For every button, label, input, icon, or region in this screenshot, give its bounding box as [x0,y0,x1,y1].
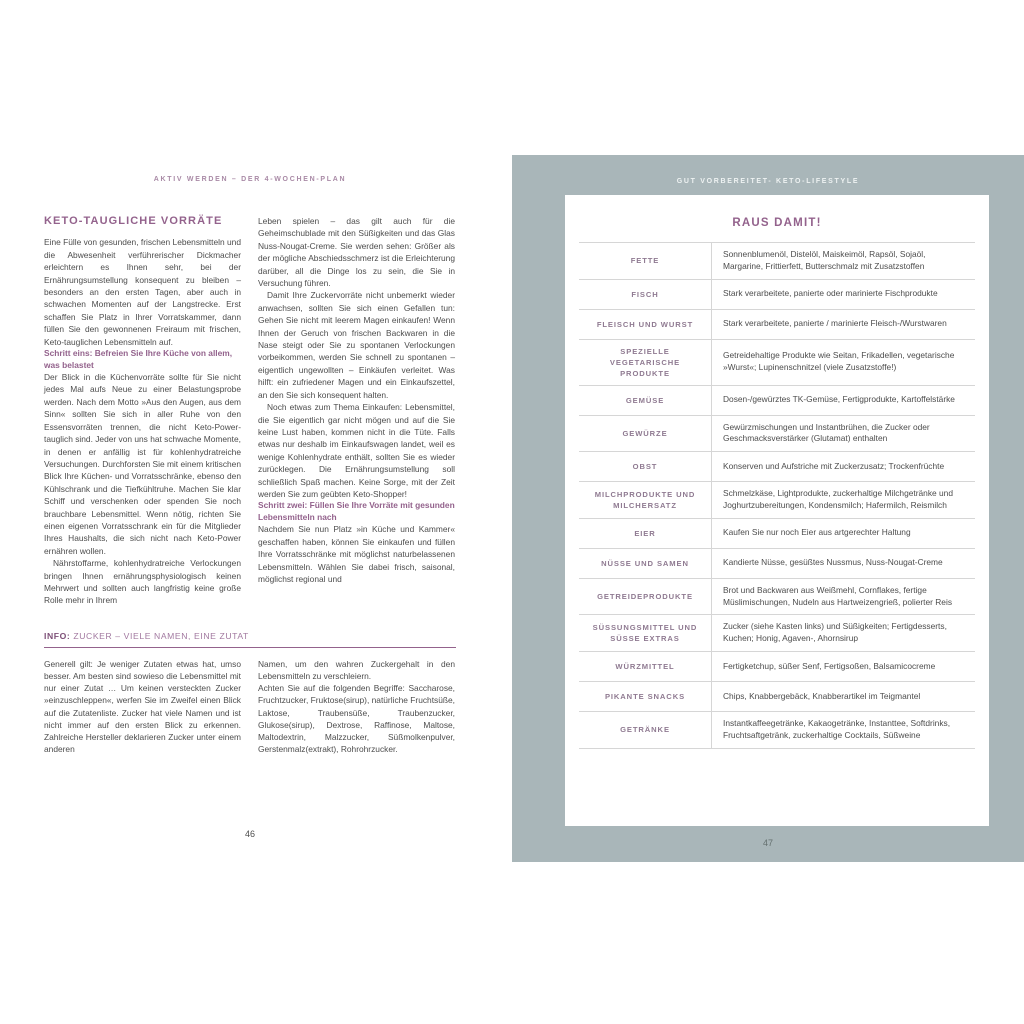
info-column-1 [44,658,241,756]
running-head-right: GUT VORBEREITET- KETO-LIFESTYLE [676,178,860,185]
section-title: KETO-TAUGLICHE VORRÄTE [44,215,223,227]
table-row [579,386,975,416]
paragraph: Der Blick in die Küchenvorräte sollte für Sie nicht jedes Mal aufs Neue zu einer Belastungsprobe werden. Nach dem Motto »Aus den Augen, aus dem Sinn« sollten Sie sich in aller Ruhe von den Essensvorräten trennen, die nicht Keto-Power-tauglich sind. Jeder von uns hat schwache Momente, in denen er anfällig ist für kohlenhydratreiche Versuchungen. Durchforsten Sie mit einem kritischen Blick Ihre Küchen- und Vorratsschränke, ebenso den Kühlschrank und die Tiefkühltruhe. Machen Sie klar Schiff und verschenken oder spenden Sie noch brauchbare Lebensmittel. Wenn nötig, richten Sie einen eigenen Vorratsschrank ein für die Mitglieder Ihres Haushalts, die sich nicht nach Keto-Power ernähren wollen. [44,372,241,556]
paragraph: Nährstoffarme, kohlenhydratreiche Verlockungen bringen Ihnen ernährungsphysiologisch keinen Mehrwert und sollten auch langfristig keine große Rolle mehr in Ihrem [44,558,241,606]
row-category: NÜSSE UND SAMEN [579,549,712,578]
left-page [44,176,456,755]
table-row [579,452,975,482]
paragraph: Eine Fülle von gesunden, frischen Lebensmitteln und die Abwesenheit verführerischer Dickmacher erleichtern es Ihnen sehr, bei der Ernährungsumstellung konsequent zu bleiben – besonders an den ersten Tagen, aber auch in schwachen Momenten auf der Langstrecke. Erst schaffen Sie Platz in Ihrer Vorratskammer, dann füllen Sie den gewonnenen Freiraum mit frischen, Keto-tauglichen Lebensmitteln auf. [44,237,241,347]
paragraph: Damit Ihre Zuckervorräte nicht unbemerkt wieder anwachsen, sollten Sie sich einen Gefallen tun: Gehen Sie nicht mit leerem Magen einkaufen! Wenn Ihnen der Geruch von frischen Backwaren in die Nase steigt oder Sie zu spontanen Verlockungen vorbeikommen, werden Sie schnell zu spontanen – eigentlich ungewollten – Einkäufen verleitet. Was hilft: ein zufriedener Magen und ein Einkaufszettel, an den Sie sich konsequent halten. [258,290,455,400]
raus-damit-table [579,242,975,749]
table-row [579,519,975,549]
row-category: PIKANTE SNACKS [579,682,712,711]
right-page [512,155,1024,862]
row-category: GETRÄNKE [579,712,712,748]
table-row [579,482,975,519]
info-label: INFO: [44,630,71,641]
paragraph: Namen, um den wahren Zuckergehalt in den Lebensmitteln zu verschleiern. [258,658,455,681]
table-row [579,243,975,280]
row-description: Brot und Backwaren aus Weißmehl, Cornflakes, fertige Müslimischungen, Nudeln aus Hartweizengrieß, polierter Reis [723,584,953,607]
table-row [579,340,975,386]
row-category: FISCH [579,280,712,309]
running-head-left: AKTIV WERDEN – DER 4-WOCHEN-PLAN [153,176,347,183]
text-column-2 [258,215,455,607]
row-category: GEWÜRZE [579,416,712,452]
row-category: MILCHPRODUKTE UND MILCHERSATZ [579,482,712,518]
info-box-heading [44,631,456,648]
page-number-left: 46 [244,829,255,839]
row-description: Schmelzkäse, Lightprodukte, zuckerhaltige Milchgetränke und Joghurtzubereitungen, Kondensmilch; Hafermilch, Reismilch [723,488,953,510]
row-category: GEMÜSE [579,386,712,415]
row-category: EIER [579,519,712,548]
info-box [44,631,456,756]
table-row [579,615,975,652]
paragraph: Leben spielen – das gilt auch für die Geheimschublade mit den Süßigkeiten und das Glas Nuss-Nougat-Creme. Sie werden sehen: Größer als der mögliche Abschiedsschmerz ist die Erleichterung darüber, all die Dinge los zu sein, die Sie in Versuchung führen. [258,216,455,289]
row-description: Chips, Knabbergebäck, Knabberartikel im Teigmantel [723,690,921,701]
row-category: WÜRZMITTEL [579,652,712,681]
row-category: GETREIDEPRODUKTE [579,579,712,615]
table-row [579,280,975,310]
row-description: Instantkaffeegetränke, Kakaogetränke, Instanttee, Softdrinks, Fruchtsaftgetränk, zuckerhaltige Cocktails, Süßweine [723,717,951,740]
table-row [579,712,975,749]
paragraph: Achten Sie auf die folgenden Begriffe: Saccharose, Fruchtzucker, Fruktose(sirup), natürliche Fruchtsüße, Laktose, Traubensüße, Traubenzucker, Glukose(sirup), Dextrose, Raffinose, Maltose, Maltodextrin, Malzzucker, Süßmolkenpulver, Gerstenmalz(extrakt), Rohrohrzucker. [258,683,455,755]
row-description: Sonnenblumenöl, Distelöl, Maiskeimöl, Rapsöl, Sojaöl, Margarine, Frittierfett, Butterschmalz mit Zusatzstoffen [723,249,926,271]
table-row [579,416,975,453]
page-number-right: 47 [762,838,773,848]
table-row [579,579,975,616]
row-description: Gewürzmischungen und Instantbrühen, die Zucker oder Geschmacksverstärker (Glutamat) enthalten [723,421,930,444]
info-column-2 [258,658,455,756]
table-row [579,652,975,682]
paragraph: Nachdem Sie nun Platz »in Küche und Kammer« geschaffen haben, können Sie einkaufen und füllen Ihre Vorratsschränke mit möglichst naturbelassenen Lebensmitteln. Wählen Sie dabei frisch, saisonal, möglichst regional und [258,524,455,584]
table-row [579,682,975,712]
row-description: Kandierte Nüsse, gesüßtes Nussmus, Nuss-Nougat-Creme [723,557,943,568]
subheading-step-one: Schritt eins: Befreien Sie Ihre Küche von allem, was belastet [44,348,233,370]
row-category: SPEZIELLE VEGETARISCHE PRODUKTE [579,340,712,385]
row-category: FETTE [579,243,712,279]
row-description: Kaufen Sie nur noch Eier aus artgerechter Haltung [723,527,911,538]
row-description: Getreidehaltige Produkte wie Seitan, Frikadellen, vegetarische »Wurst«; Lupinenschnitzel (viele Zusatzstoffe!) [723,350,955,373]
row-description: Konserven und Aufstriche mit Zuckerzusatz; Trockenfrüchte [723,460,945,471]
info-title: ZUCKER – VIELE NAMEN, EINE ZUTAT [70,630,249,641]
left-page-columns [44,215,456,607]
row-description: Dosen-/gewürztes TK-Gemüse, Fertigprodukte, Kartoffelstärke [723,394,955,405]
row-category: FLEISCH UND WURST [579,310,712,339]
row-category: OBST [579,452,712,481]
subheading-step-two: Schritt zwei: Füllen Sie Ihre Vorräte mit gesunden Lebensmitteln nach [258,500,455,522]
table-row [579,549,975,579]
info-box-columns [44,658,456,756]
paragraph: Noch etwas zum Thema Einkaufen: Lebensmittel, die Sie eigentlich gar nicht mögen und auf die Sie keine Lust haben, kommen nicht in die Tüte. Falls etwas nur deshalb im Einkaufswagen landet, weil es wenige Kohlenhydrate enthält, sollten Sie es wieder zurücklegen. Die Ernährungsumstellung soll schließlich Spaß machen. Keine Sorge, mit der Zeit werden Sie zum geübten Keto-Shopper! [258,402,455,499]
row-description: Fertigketchup, süßer Senf, Fertigsoßen, Balsamicocreme [723,660,936,671]
row-description: Zucker (siehe Kasten links) und Süßigkeiten; Fertigdesserts, Kuchen; Honig, Agaven-, Ahornsirup [723,621,947,644]
text-column-1 [44,215,241,607]
table-title: RAUS DAMIT! [732,217,822,229]
row-description: Stark verarbeitete, panierte oder marinierte Fischprodukte [723,288,938,299]
row-category: SÜSSUNGSMITTEL UND SÜSSE EXTRAS [579,615,712,651]
table-card [565,195,989,826]
row-description: Stark verarbeitete, panierte / marinierte Fleisch-/Wurstwaren [723,318,947,329]
table-row [579,310,975,340]
paragraph: Generell gilt: Je weniger Zutaten etwas hat, umso besser. Am besten sind sowieso die Lebensmittel mit nur einer Zutat … Um keinen versteckten Zucker »einzuschleppen«, werfen Sie im Zweifel einen Blick auf die Zutatenliste. Zucker hat viele Namen und ist nicht immer auf den ersten Blick zu erkennen. Zahlreiche Hersteller deklarieren Zucker unter einem anderen [44,658,241,755]
